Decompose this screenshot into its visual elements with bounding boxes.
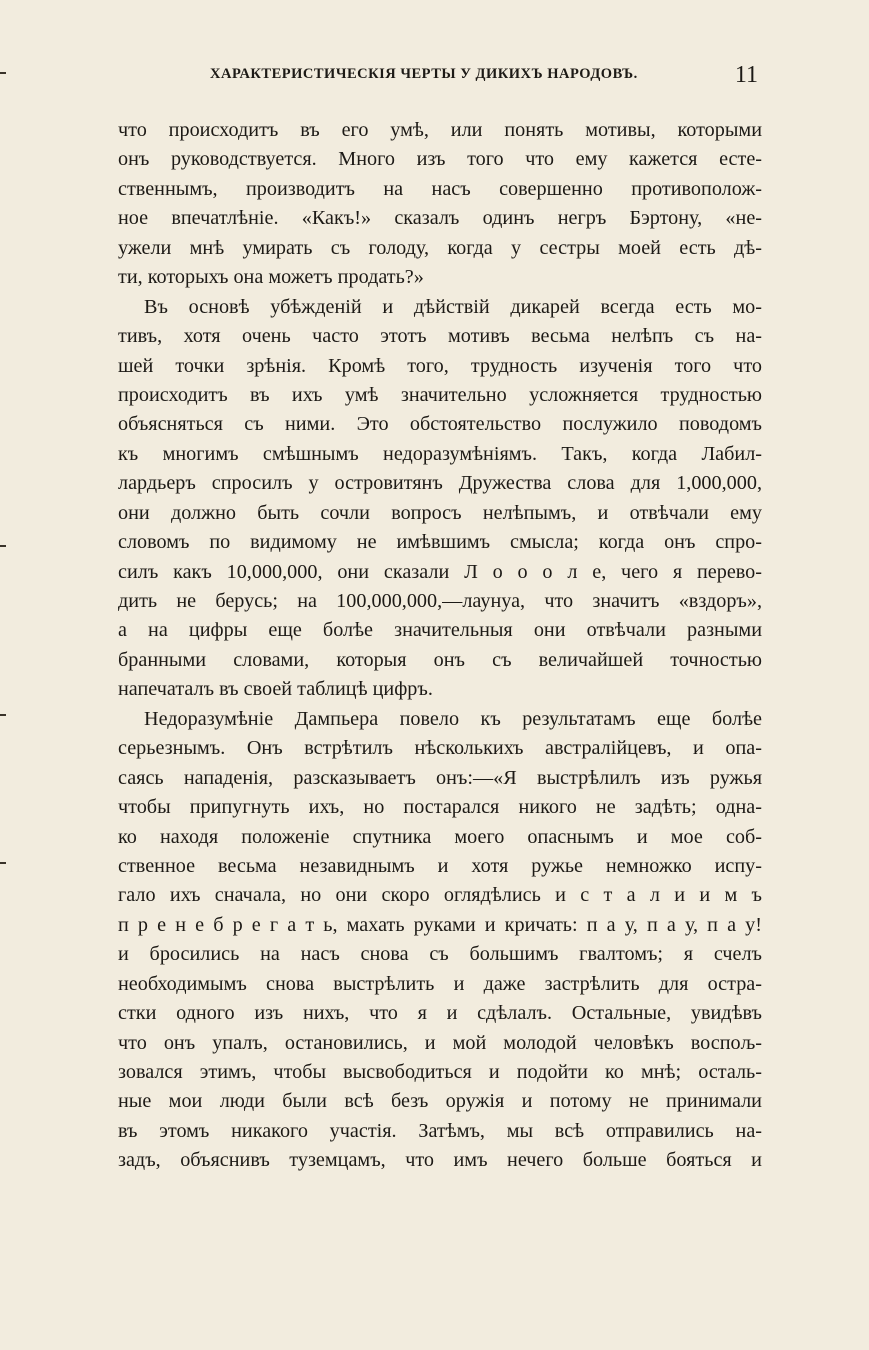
text-line: шей точки зрѣнія. Кромѣ того, трудность изученія того что <box>118 354 762 377</box>
text-line: Недоразумѣніе Дампьера повело къ результатамъ еще болѣе <box>144 707 762 730</box>
text-line: гало ихъ сначала, но они скоро оглядѣлись и с т а л и и м ъ <box>118 884 762 907</box>
running-head <box>118 62 762 92</box>
text-line: чтобы припугнуть ихъ, но постарался никого не задѣть; одна- <box>118 796 762 819</box>
text-line: ужели мнѣ умирать съ голоду, когда у сестры моей есть дѣ- <box>118 236 762 259</box>
text-line: лардьеръ спросилъ у островитянъ Дружества слова для 1,000,000, <box>118 472 762 495</box>
text-line: объясняться съ ними. Это обстоятельство послужило поводомъ <box>118 413 762 436</box>
text-line: зовался этимъ, чтобы высвободиться и подойти ко мнѣ; осталь- <box>118 1061 762 1083</box>
text-line: напечаталъ въ своей таблицѣ цифръ. <box>118 678 433 701</box>
text-line: и бросились на насъ снова съ большимъ гвалтомъ; я счелъ <box>118 943 762 966</box>
text-line: ственнымъ, производитъ на насъ совершенно противополож- <box>118 177 762 200</box>
text-line: онъ руководствуется. Много изъ того что ему кажется есте- <box>118 148 762 171</box>
text-line: Въ основѣ убѣжденій и дѣйствій дикарей всегда есть мо- <box>144 295 762 318</box>
text-line: словомъ по видимому не имѣвшимъ смысла; когда онъ спро- <box>118 531 762 554</box>
text-line: что происходитъ въ его умѣ, или понять мотивы, которыми <box>118 119 762 141</box>
text-line: они должно быть сочли вопросъ нелѣпымъ, и отвѣчали ему <box>118 501 762 524</box>
text-line: саясь нападенія, разсказываетъ онъ:—«Я выстрѣлилъ изъ ружья <box>118 766 762 789</box>
text-line: серьезнымъ. Онъ встрѣтилъ нѣсколькихъ австралійцевъ, и опа- <box>118 737 762 760</box>
text-line: ственное весьма незавиднымъ и хотя ружье немножко испу- <box>118 854 762 877</box>
text-line: ное впечатлѣніе. «Какъ!» сказалъ одинъ негръ Бэртону, «не- <box>118 207 762 230</box>
margin-mark <box>0 545 6 547</box>
text-line: а на цифры еще болѣе значительныя они отвѣчали разными <box>118 619 762 642</box>
text-line: силъ какъ 10,000,000, они сказали Л о о о л е, чего я перево- <box>118 560 762 583</box>
text-line: ти, которыхъ она можетъ продать?» <box>118 266 424 289</box>
running-title: ХАРАКТЕРИСТИЧЕСКІЯ ЧЕРТЫ У ДИКИХЪ НАРОДОВЪ. <box>210 66 638 82</box>
text-line: стки одного изъ нихъ, что я и сдѣлалъ. Остальные, увидѣвъ <box>118 1002 762 1025</box>
text-line: въ этомъ никакого участія. Затѣмъ, мы всѣ отправились на- <box>118 1119 762 1142</box>
margin-mark <box>0 72 6 74</box>
text-line: происходитъ въ ихъ умѣ значительно усложняется трудностью <box>118 383 762 406</box>
text-line: задъ, объяснивъ туземцамъ, что имъ нечего больше бояться и <box>118 1149 762 1172</box>
text-line: къ многимъ смѣшнымъ недоразумѣніямъ. Такъ, когда Лабил- <box>118 442 762 465</box>
margin-mark <box>0 862 6 864</box>
text-line: п р е н е б р е г а т ь, махать руками и кричать: п а у, п а у, п а у! <box>118 913 762 936</box>
text-line: бранными словами, которыя онъ съ величайшей точностью <box>118 648 762 671</box>
text-line: тивъ, хотя очень часто этотъ мотивъ весьма нелѣпъ съ на- <box>118 325 762 348</box>
text-line: необходимымъ снова выстрѣлить и даже застрѣлить для остра- <box>118 972 762 995</box>
body-text <box>118 116 762 1176</box>
text-line: дить не берусь; на 100,000,000,—лаунуа, что значитъ «вздоръ», <box>118 590 762 612</box>
text-line: ные мои люди были всѣ безъ оружія и потому не принимали <box>118 1090 762 1113</box>
page-number: 11 <box>734 62 758 88</box>
margin-mark <box>0 714 6 716</box>
text-line: ко находя положеніе спутника моего опаснымъ и мое соб- <box>118 825 762 848</box>
text-line: что онъ упалъ, остановились, и мой молодой человѣкъ воспољ- <box>118 1031 762 1054</box>
